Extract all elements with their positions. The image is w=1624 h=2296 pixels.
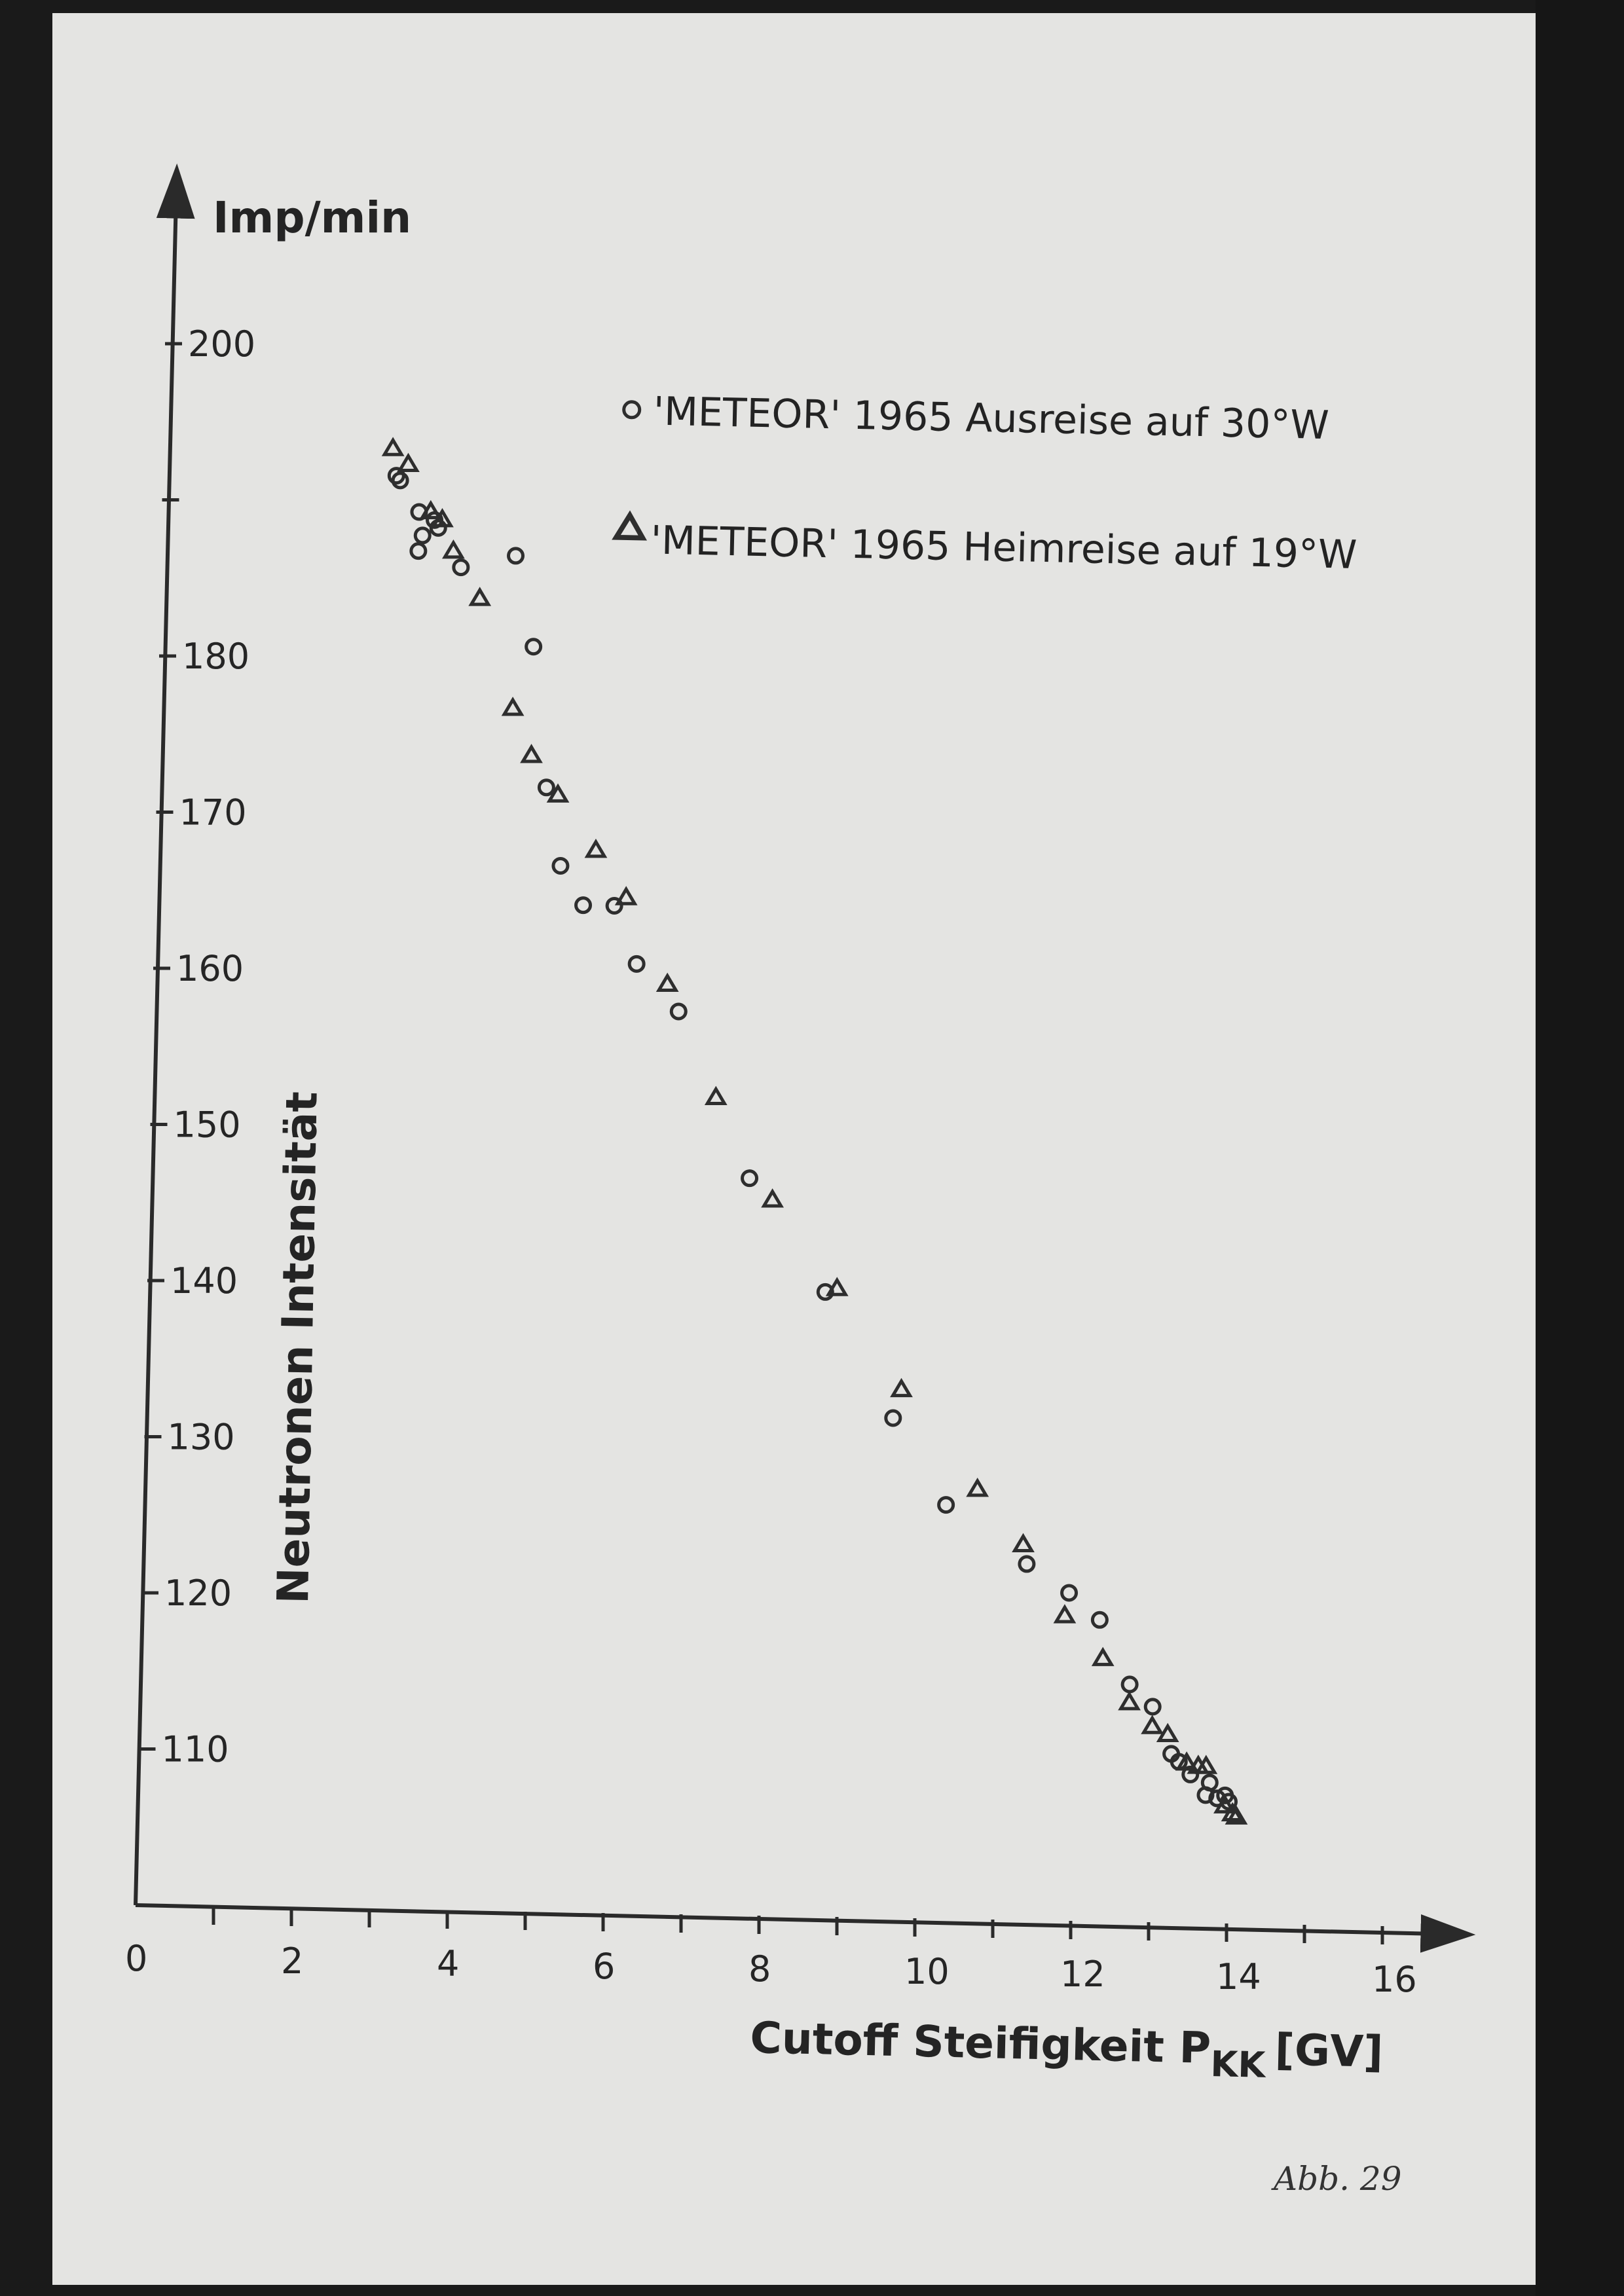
y-tick-label-120: 120 — [164, 1573, 232, 1614]
legend-label-ausreise: 'METEOR' 1965 Ausreise auf 30°W — [652, 388, 1330, 449]
ausreise-point-22 — [1092, 1613, 1107, 1627]
x-axis — [136, 1905, 1470, 1935]
y-tick-label-200: 200 — [188, 323, 256, 365]
y-tick-label-180: 180 — [182, 636, 250, 677]
ausreise-point-16 — [743, 1171, 757, 1186]
x-axis-title-unit: [GV] — [1274, 2024, 1384, 2077]
heimreise-point-18 — [1056, 1607, 1073, 1622]
y-axis-title: Neutronen Intensität — [268, 1091, 327, 1605]
y-tick-label-130: 130 — [167, 1416, 235, 1458]
x-tick-label-6: 6 — [593, 1946, 616, 1987]
ausreise-point-21 — [1062, 1586, 1077, 1600]
x-tick-label-0: 0 — [125, 1938, 148, 1979]
y-axis-unit: Imp/min — [213, 192, 412, 243]
heimreise-point-7 — [523, 747, 540, 761]
legend-circle-marker — [623, 402, 639, 418]
x-axis-title — [749, 2013, 1384, 2088]
figure-note: Abb. 29 — [1274, 2160, 1402, 2198]
heimreise-point-9 — [587, 842, 604, 856]
x-tick-label-4: 4 — [437, 1943, 460, 1984]
ausreise-point-12 — [576, 898, 591, 913]
ausreise-point-24 — [1145, 1700, 1160, 1714]
heimreise-point-13 — [764, 1192, 781, 1206]
x-axis-title-subscript: KK — [1209, 2043, 1266, 2086]
ausreise-point-7 — [454, 560, 468, 575]
x-tick-label-2: 2 — [281, 1941, 304, 1982]
ausreise-point-3 — [415, 528, 430, 543]
heimreise-point-5 — [471, 590, 489, 604]
ausreise-point-9 — [526, 640, 541, 654]
ausreise-point-15 — [671, 1004, 686, 1019]
heimreise-point-21 — [1144, 1718, 1161, 1732]
heimreise-point-22 — [1159, 1726, 1176, 1741]
legend — [616, 388, 1360, 578]
x-axis-title-main: Cutoff Steifigkeit P — [749, 2013, 1211, 2073]
x-tick-label-16: 16 — [1372, 1959, 1417, 2000]
data-points — [384, 440, 1245, 1823]
ausreise-point-4 — [411, 544, 426, 558]
y-tick-label-150: 150 — [173, 1104, 241, 1146]
ausreise-point-14 — [629, 957, 644, 971]
heimreise-point-11 — [659, 975, 676, 990]
heimreise-point-1 — [399, 456, 416, 471]
legend-label-heimreise: 'METEOR' 1965 Heimreise auf 19°W — [650, 517, 1358, 579]
ausreise-point-23 — [1122, 1677, 1137, 1692]
y-tick-label-170: 170 — [179, 792, 247, 833]
ausreise-point-10 — [539, 780, 553, 795]
x-tick-label-14: 14 — [1216, 1956, 1261, 1997]
heimreise-point-17 — [1015, 1537, 1032, 1551]
x-tick-label-8: 8 — [748, 1948, 771, 1990]
heimreise-point-19 — [1094, 1650, 1111, 1664]
heimreise-point-10 — [618, 889, 635, 903]
y-tick-label-160: 160 — [176, 948, 244, 989]
y-tick-label-140: 140 — [170, 1260, 238, 1302]
heimreise-point-6 — [504, 700, 521, 714]
x-tick-label-10: 10 — [904, 1951, 950, 1992]
legend-triangle-marker — [616, 515, 643, 538]
x-tick-label-12: 12 — [1060, 1954, 1105, 1995]
heimreise-point-14 — [828, 1280, 845, 1294]
y-axis — [136, 169, 177, 1905]
heimreise-point-20 — [1121, 1694, 1138, 1709]
ausreise-point-20 — [1020, 1557, 1034, 1571]
y-tick-label-110: 110 — [161, 1728, 229, 1770]
heimreise-point-0 — [384, 440, 401, 454]
heimreise-point-4 — [445, 543, 462, 557]
heimreise-point-15 — [893, 1381, 910, 1396]
ausreise-point-18 — [886, 1411, 900, 1425]
ausreise-point-11 — [553, 858, 568, 873]
heimreise-point-12 — [707, 1089, 724, 1104]
heimreise-point-16 — [969, 1481, 986, 1495]
ausreise-point-19 — [939, 1498, 953, 1512]
ausreise-point-8 — [509, 549, 523, 563]
